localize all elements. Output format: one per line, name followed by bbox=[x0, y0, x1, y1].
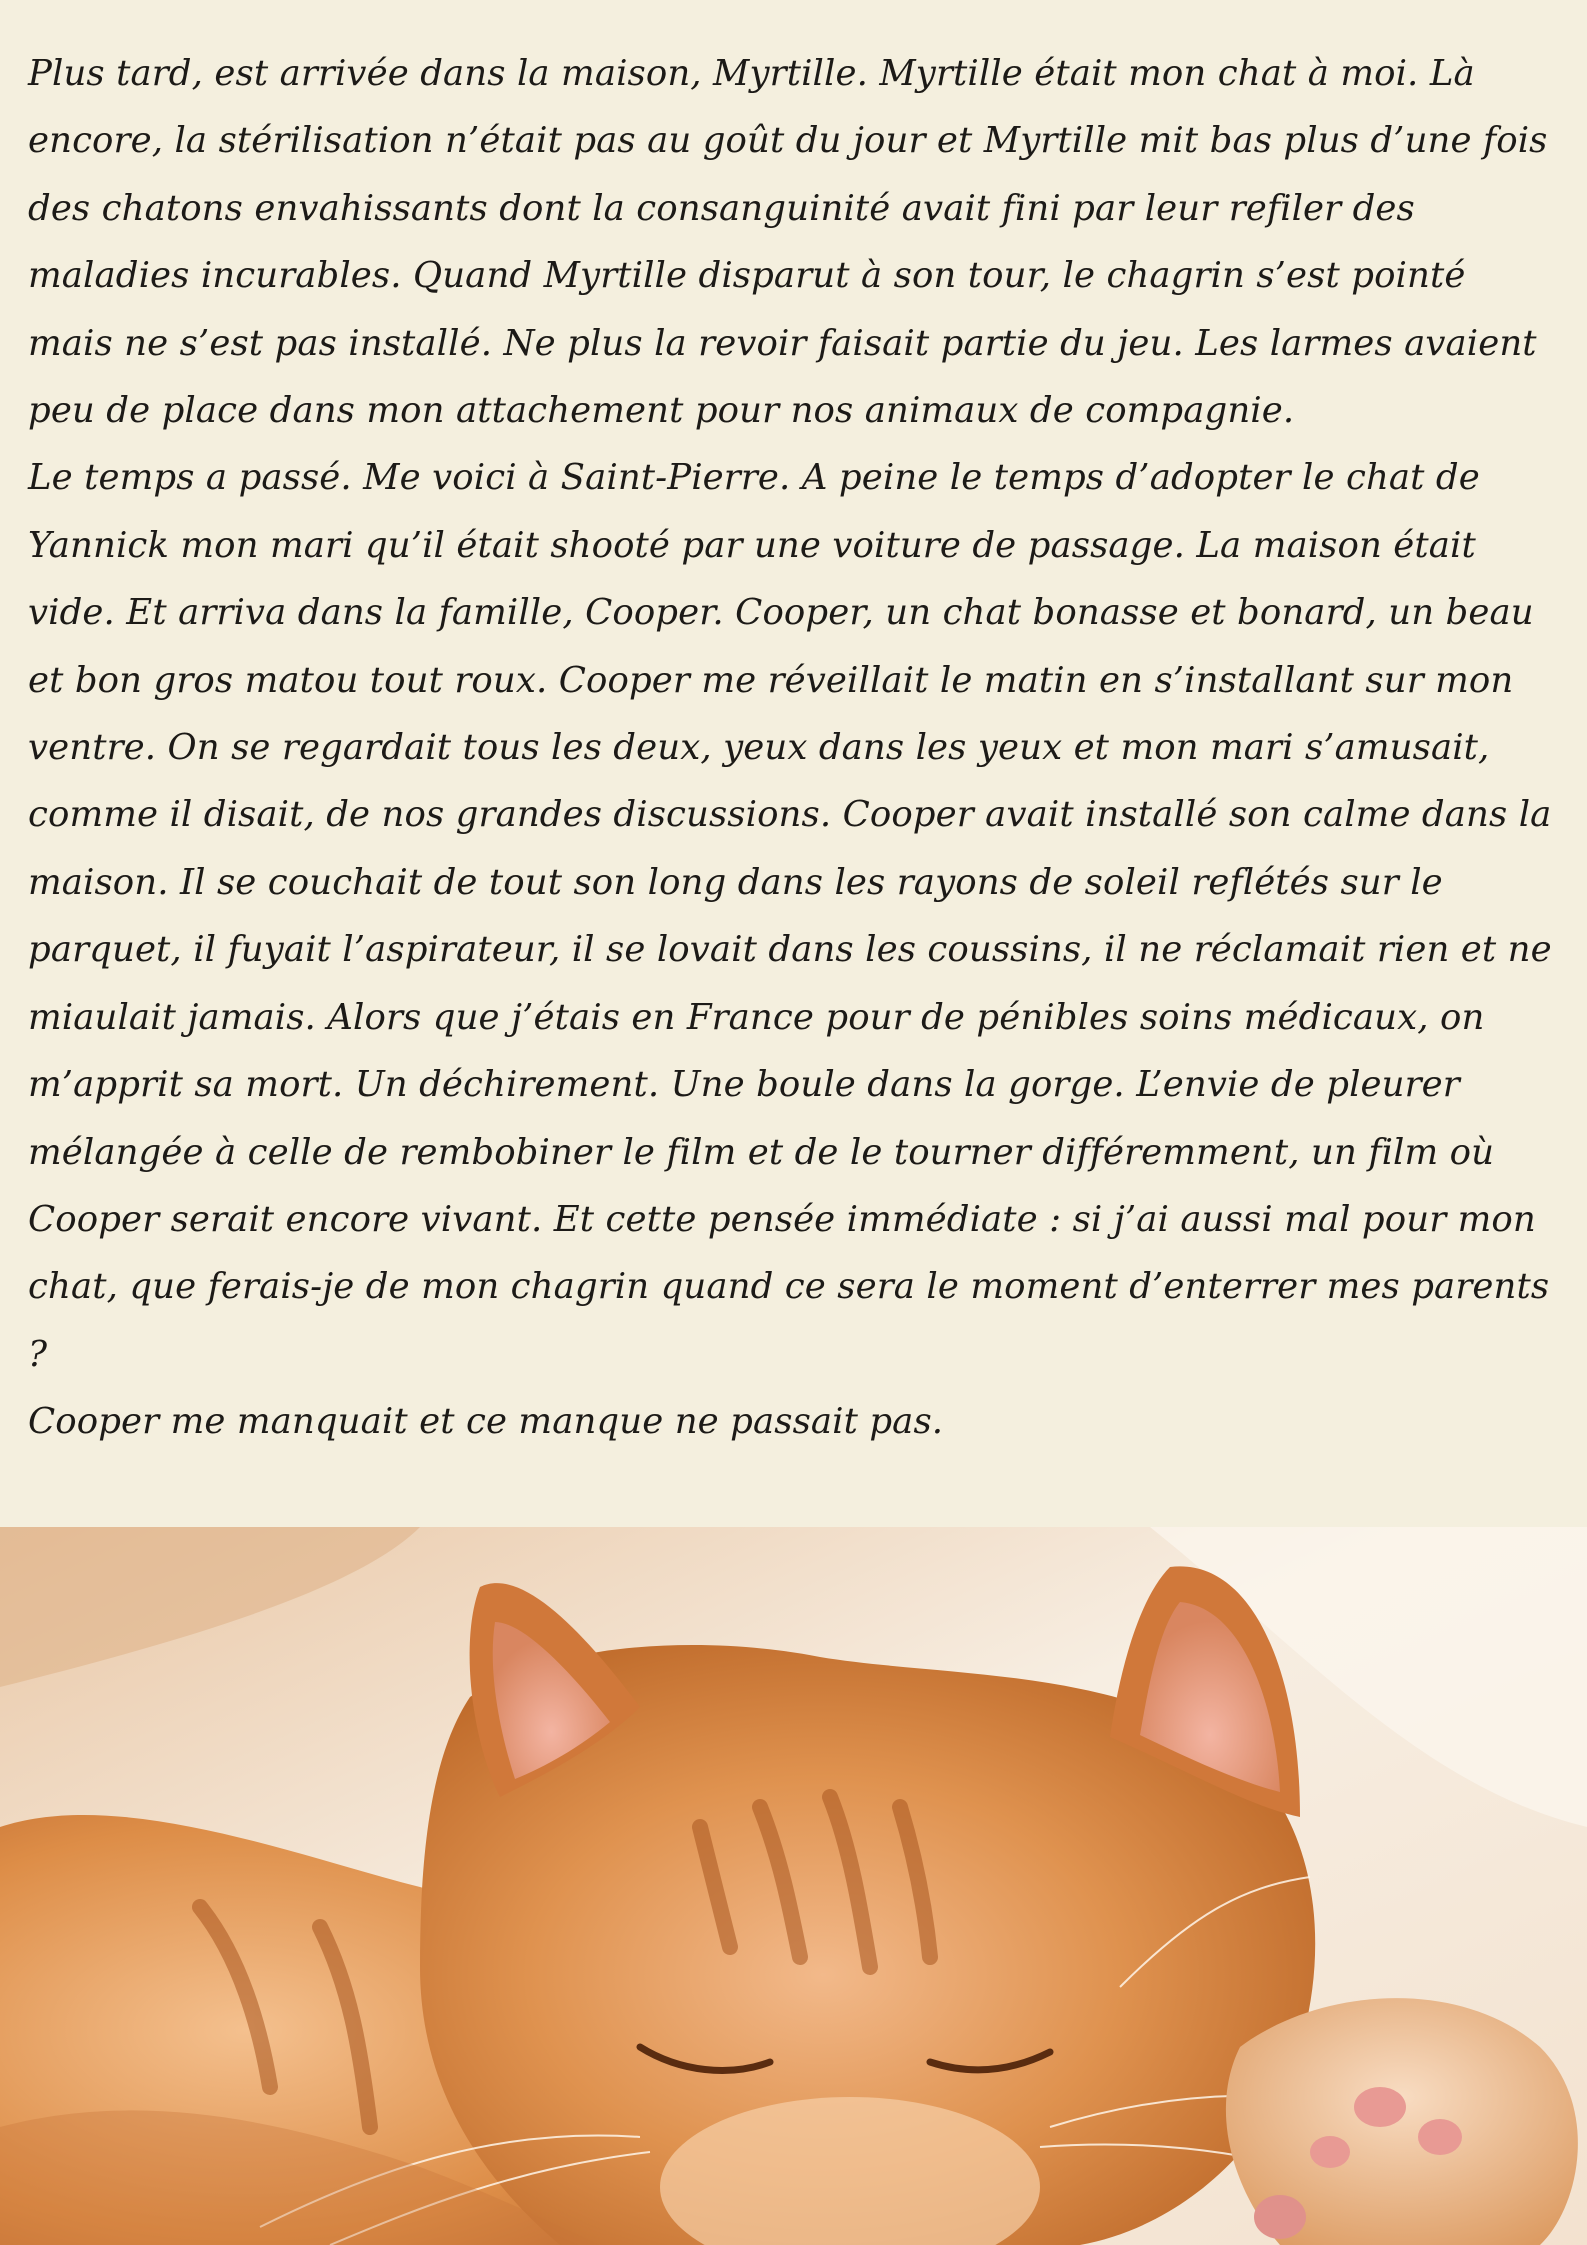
paragraph-myrtille: Plus tard, est arrivée dans la maison, Myrtille. Myrtille était mon chat à moi. Là encore, la stérilisation n’était pas au goût du jour et Myrtille mit bas plus d’une fois des chatons envahissants dont la consanguinité avait fini par leur refiler des maladies incurables. Quand Myrtille disparut à son tour, le chagrin s’est pointé mais ne s’est pas installé. Ne plus la revoir faisait partie du jeu. Les larmes avaient peu de place dans mon attachement pour nos animaux de compagnie. bbox=[28, 53, 1548, 432]
story-text bbox=[28, 40, 1558, 1456]
paw-pad bbox=[1254, 2195, 1306, 2239]
sleeping-cat-illustration bbox=[0, 1527, 1587, 2245]
paragraph-cooper: Le temps a passé. Me voici à Saint-Pierre. A peine le temps d’adopter le chat de Yannick mon mari qu’il était shooté par une voiture de passage. La maison était vide. Et arriva dans la famille, Cooper. Cooper, un chat bonasse et bonard, un beau et bon gros matou tout roux. Cooper me réveillait le matin en s’installant sur mon ventre. On se regardait tous les deux, yeux dans les yeux et mon mari s’amusait, comme il disait, de nos grandes discussions. Cooper avait installé son calme dans la maison. Il se couchait de tout son long dans les rayons de soleil reflétés sur le parquet, il fuyait l’aspirateur, il se lovait dans les coussins, il ne réclamait rien et ne miaulait jamais. Alors que j’étais en France pour de pénibles soins médicaux, on m’apprit sa mort. Un déchirement. Une boule dans la gorge. L’envie de pleurer mélangée à celle de rembobiner le film et de le tourner différemment, un film où Cooper serait encore vivant. Et cette pensée immédiate : si j’ai aussi mal pour mon chat, que ferais-je de mon chagrin quand ce sera le moment d’enterrer mes parents ? bbox=[28, 457, 1552, 1375]
paragraph-closing: Cooper me manquait et ce manque ne passait pas. bbox=[28, 1401, 944, 1443]
cat-photo bbox=[0, 1527, 1587, 2245]
paw-pad bbox=[1418, 2119, 1462, 2155]
paw-pad bbox=[1310, 2136, 1350, 2168]
paw-pad bbox=[1354, 2087, 1406, 2127]
